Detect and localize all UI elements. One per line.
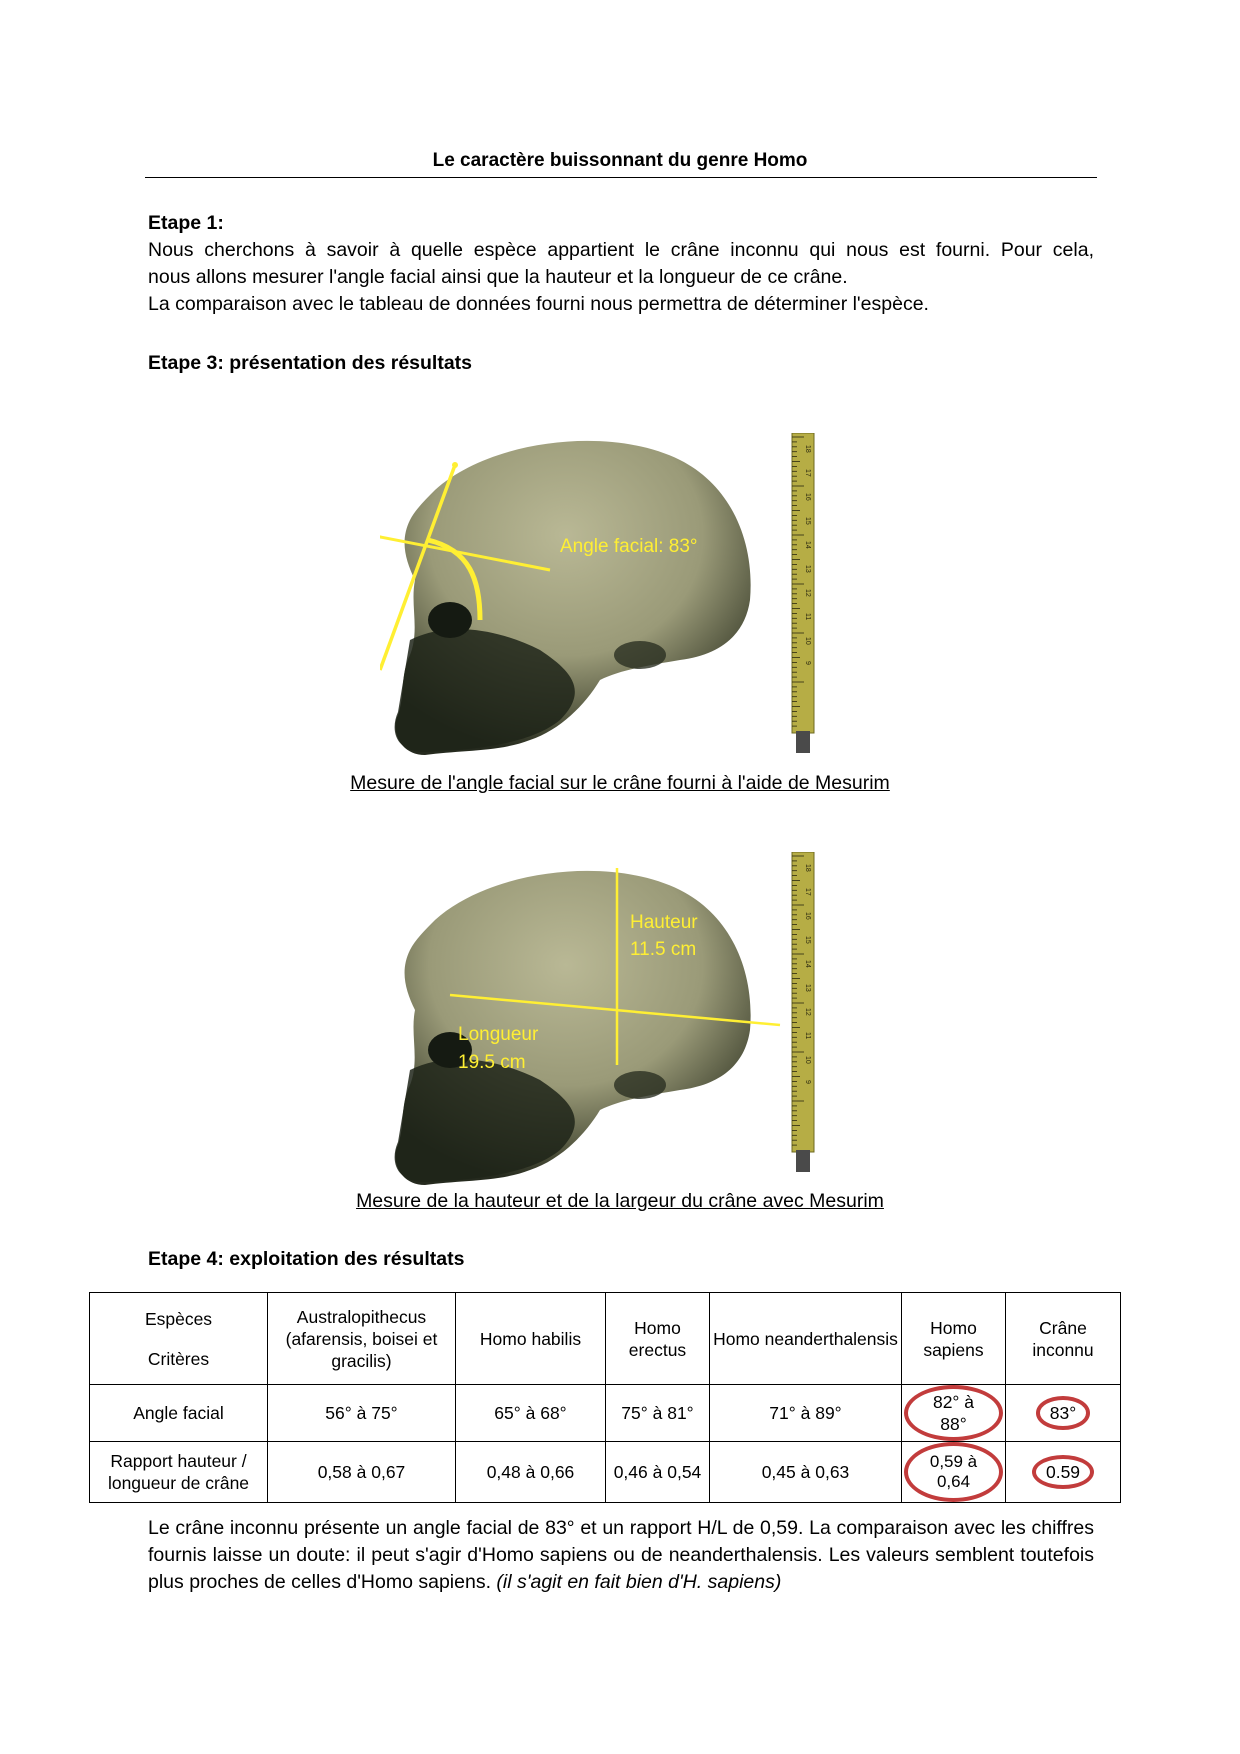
table-cell: 75° à 81° [606,1385,710,1442]
ruler-tick-label: 12 [804,1008,811,1016]
ruler-tick-label: 10 [804,1056,811,1064]
ruler-tick-label: 13 [804,565,811,573]
etape1-line1: Nous cherchons à savoir à quelle espèce appartient le crâne inconnu qui nous est fourni. Pour cela, [148,239,1094,261]
circled-value: 83° [1036,1396,1090,1430]
conclusion-paragraph [148,1515,1094,1596]
ruler-tick-label: 14 [804,960,811,968]
ruler-2 [790,852,820,1174]
species-header: Homo neanderthalensis [710,1293,902,1385]
longueur-value: 19.5 cm [458,1052,526,1073]
species-header: Australopithecus (afarensis, boisei et gracilis) [268,1293,456,1385]
ruler-tick-label: 12 [804,589,811,597]
ruler-tick-label: 11 [804,613,811,621]
table-cell: 71° à 89° [710,1385,902,1442]
table-row [90,1385,1121,1442]
figure2-caption: Mesure de la hauteur et de la largeur du crâne avec Mesurim [356,1190,884,1212]
ruler-tick-label: 18 [804,864,811,872]
table-cell: 0,58 à 0,67 [268,1442,456,1503]
title-rule [145,177,1097,178]
etape1-line2: nous allons mesurer l'angle facial ainsi que la hauteur et la longueur de ce crâne. [148,266,848,288]
table-cell [1006,1385,1121,1442]
table-row [90,1442,1121,1503]
page-title: Le caractère buissonnant du genre Homo [432,150,808,171]
table-cell [1006,1442,1121,1503]
species-header: Crâne inconnu [1006,1293,1121,1385]
hauteur-value: 11.5 cm [630,939,697,960]
ruler-tick-label: 15 [804,936,811,944]
ruler-tick-label: 9 [804,661,811,665]
ruler-tick-label: 17 [804,888,811,896]
row-label: Rapport hauteur / longueur de crâne [90,1442,268,1503]
ruler-1 [790,433,820,755]
species-header: Homo habilis [456,1293,606,1385]
etape4-heading: Etape 4: exploitation des résultats [148,1248,465,1270]
table-corner-cell [90,1293,268,1385]
figure1-caption: Mesure de l'angle facial sur le crâne fourni à l'aide de Mesurim [350,772,890,794]
ruler-tick-label: 15 [804,517,811,525]
ruler-tick-label: 16 [804,493,811,501]
species-header: Homo erectus [606,1293,710,1385]
circled-value: 82° à 88° [904,1385,1003,1441]
table-cell: 0,45 à 0,63 [710,1442,902,1503]
ruler-tick-label: 11 [804,1032,811,1040]
ruler-tick-label: 16 [804,912,811,920]
table-cell [902,1442,1006,1503]
angle-label: Angle facial: 83° [560,536,698,557]
table-cell: 0,46 à 0,54 [606,1442,710,1503]
circled-value: 0,59 à 0,64 [904,1442,1003,1502]
comparison-table [89,1292,1121,1503]
ruler-tick-label: 9 [804,1080,811,1084]
row-label: Angle facial [90,1385,268,1442]
ruler-tick-label: 17 [804,469,811,477]
ruler-tick-label: 13 [804,984,811,992]
corner-criteria-label: Critères [147,1348,210,1369]
table-cell: 0,48 à 0,66 [456,1442,606,1503]
hauteur-label: Hauteur [630,912,698,933]
species-header: Homo sapiens [902,1293,1006,1385]
skull-angle-figure [380,430,830,760]
etape1-line3: La comparaison avec le tableau de données fourni nous permettra de déterminer l'espèce. [148,293,929,315]
table-cell: 56° à 75° [268,1385,456,1442]
conclusion-text: Le crâne inconnu présente un angle facial de 83° et un rapport H/L de 0,59. La comparaison avec les chiffres fournis laisse un doute: il peut s'agir d'Homo sapiens ou de neanderthalensis. Les valeurs semblent toutefois plus proches de celles d'Homo sapiens. [148,1517,1094,1593]
table-cell [902,1385,1006,1442]
corner-species-label: Espèces [144,1308,213,1329]
longueur-label: Longueur [458,1024,539,1045]
ruler-tick-label: 18 [804,445,811,453]
etape1-heading: Etape 1: [148,212,224,234]
etape3-heading: Etape 3: présentation des résultats [148,352,473,374]
table-header-row [90,1293,1121,1385]
ruler-tick-label: 10 [804,637,811,645]
ruler-tick-label: 14 [804,541,811,549]
circled-value: 0.59 [1032,1455,1094,1489]
conclusion-italic: (il s'agit en fait bien d'H. sapiens) [496,1571,782,1593]
skull-dimensions-figure [380,860,830,1190]
table-cell: 65° à 68° [456,1385,606,1442]
etape1-section [148,210,1094,318]
